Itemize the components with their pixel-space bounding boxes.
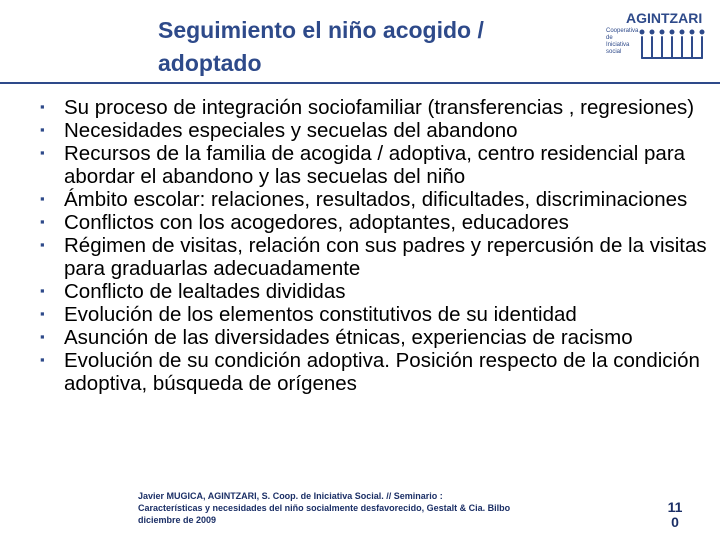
title-line: Seguimiento el niño acogido / bbox=[158, 17, 484, 43]
logo-tagline bbox=[606, 28, 639, 56]
title-divider bbox=[0, 82, 720, 84]
bullet-list bbox=[40, 96, 712, 395]
slide-title bbox=[158, 14, 578, 80]
footer-line: diciembre de 2009 bbox=[138, 515, 217, 525]
bullet-text: Conflictos con los acogedores, adoptantes, educadores bbox=[64, 211, 569, 234]
square-bullet-icon: ▪ bbox=[40, 306, 45, 321]
list-item bbox=[40, 188, 712, 211]
logo-tagline-line: de Iniciativa bbox=[606, 35, 630, 48]
square-bullet-icon: ▪ bbox=[40, 191, 45, 206]
square-bullet-icon: ▪ bbox=[40, 329, 45, 344]
bullet-text: Asunción de las diversidades étnicas, experiencias de racismo bbox=[64, 326, 633, 349]
page-number-line: 0 bbox=[671, 514, 679, 530]
list-item bbox=[40, 142, 712, 188]
bullet-text: Necesidades especiales y secuelas del abandono bbox=[64, 119, 518, 142]
square-bullet-icon: ▪ bbox=[40, 145, 45, 160]
list-item bbox=[40, 280, 712, 303]
square-bullet-icon: ▪ bbox=[40, 237, 45, 252]
square-bullet-icon: ▪ bbox=[40, 283, 45, 298]
bullet-text: Conflicto de lealtades divididas bbox=[64, 280, 346, 303]
slide-footer bbox=[138, 490, 608, 526]
bullet-text: Evolución de su condición adoptiva. Posición respecto de la condición adoptiva, búsqueda de orígenes bbox=[64, 349, 700, 395]
list-item bbox=[40, 326, 712, 349]
square-bullet-icon: ▪ bbox=[40, 99, 45, 114]
footer-line: Javier MUGICA, AGINTZARI, S. Coop. de Iniciativa Social. // Seminario : bbox=[138, 491, 443, 501]
list-item bbox=[40, 234, 712, 280]
square-bullet-icon: ▪ bbox=[40, 214, 45, 229]
logo-wordmark: AGINTZARI bbox=[626, 10, 703, 26]
bullet-text: Régimen de visitas, relación con sus padres y repercusión de la visitas para graduarlas adecuadamente bbox=[64, 234, 707, 280]
agintzari-logo bbox=[598, 10, 710, 66]
page-number bbox=[660, 500, 690, 530]
logo-people-icon bbox=[636, 26, 708, 64]
list-item bbox=[40, 119, 712, 142]
logo-tagline-line: Cooperativa bbox=[606, 28, 639, 34]
bullet-text: Ámbito escolar: relaciones, resultados, dificultades, discriminaciones bbox=[64, 188, 688, 211]
list-item bbox=[40, 303, 712, 326]
list-item bbox=[40, 211, 712, 234]
square-bullet-icon: ▪ bbox=[40, 352, 45, 367]
bullet-text: Recursos de la familia de acogida / adoptiva, centro residencial para abordar el abandono y las secuelas del niño bbox=[64, 142, 686, 188]
square-bullet-icon: ▪ bbox=[40, 122, 45, 137]
bullet-text: Evolución de los elementos constitutivos de su identidad bbox=[64, 303, 577, 326]
title-line: adoptado bbox=[158, 50, 262, 76]
footer-line: Características y necesidades del niño socialmente desfavorecido, Gestalt & Cia. Bilbo bbox=[138, 503, 511, 513]
list-item bbox=[40, 96, 712, 119]
bullet-text: Su proceso de integración sociofamiliar (transferencias , regresiones) bbox=[64, 96, 695, 119]
list-item bbox=[40, 349, 712, 395]
page-number-line: 11 bbox=[667, 499, 683, 515]
logo-tagline-line: social bbox=[606, 49, 622, 55]
